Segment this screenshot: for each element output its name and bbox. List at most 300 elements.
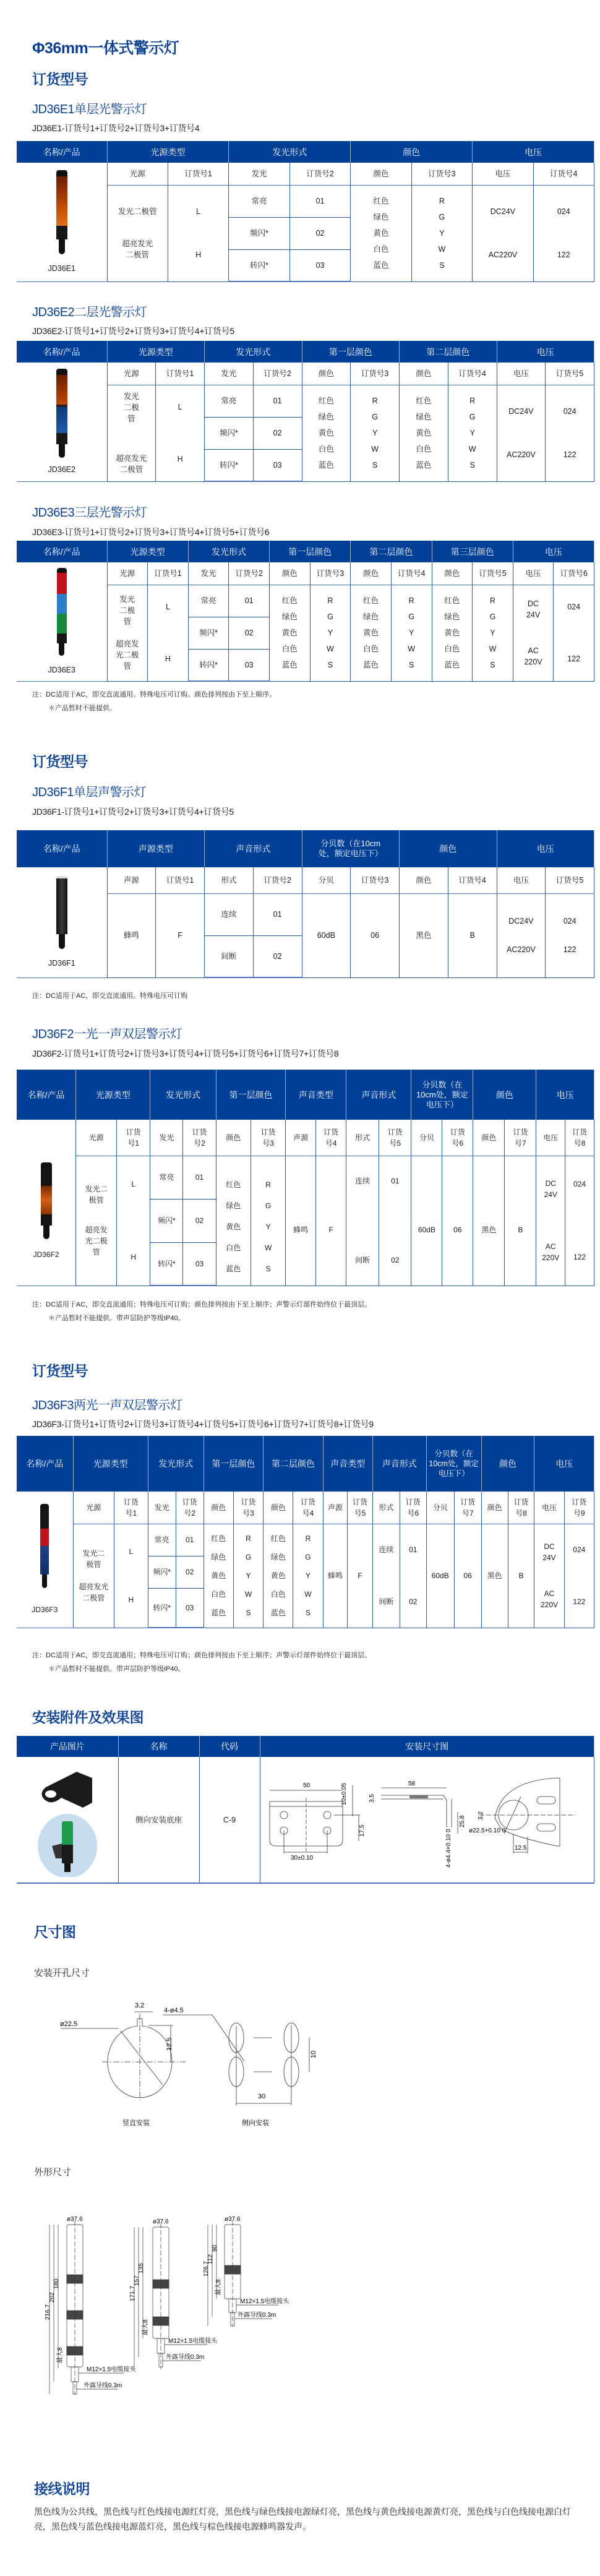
color-code-cell-layer2: R G Y W S	[293, 1524, 323, 1628]
svg-text:外露导线0.3m: 外露导线0.3m	[84, 2382, 122, 2389]
color-cell: 红色 绿色 黄色 白色 蓝色	[216, 1156, 251, 1286]
sub-header: 订货号6	[442, 1120, 473, 1156]
col-header: 声音类型	[286, 1070, 346, 1120]
accessory-title: 安装附件及效果图	[32, 1709, 144, 1725]
sub-header: 分贝	[302, 867, 351, 893]
light-code-cell: L H	[148, 585, 189, 681]
color-code-cell-layer2: R G Y W S	[391, 585, 432, 681]
col-header: 名称/产品	[17, 341, 107, 363]
sub-header: 订货号2	[183, 1120, 216, 1156]
sub-header: 分贝	[411, 1120, 442, 1156]
col-header: 光源类型	[76, 1070, 150, 1120]
svg-text:最大8: 最大8	[142, 2319, 149, 2335]
product-cell	[17, 867, 107, 977]
sub-header: 声源	[323, 1492, 348, 1524]
e3-title: JD36E3三层光警示灯	[32, 506, 147, 520]
svg-text:M12×1.5电缆接头: M12×1.5电缆接头	[240, 2298, 289, 2305]
sub-header: 光源	[73, 1492, 114, 1524]
col-header: 分贝数（在10cm处，额定电压下）	[302, 830, 400, 867]
sub-header: 订货号1	[114, 1492, 148, 1524]
col-header: 第二层颜色	[351, 541, 432, 562]
sub-header: 订货号5	[473, 562, 513, 585]
color-cell-layer2: 红色 绿色 黄色 白色 蓝色	[351, 585, 392, 681]
sub-header: 订货号2	[253, 363, 302, 385]
sound-mode-cell: 连续	[205, 893, 254, 935]
col-header: 发光形式	[150, 1070, 216, 1120]
col-header: 产品图片	[17, 1736, 118, 1757]
col-header: 第一层颜色	[270, 541, 351, 562]
sub-header: 发光	[148, 1492, 176, 1524]
sound-mode-cell: 连续 间断	[372, 1524, 400, 1628]
col-header: 发光形式	[229, 141, 351, 163]
sub-header: 声源	[107, 867, 156, 893]
sub-header: 颜色	[204, 1492, 233, 1524]
voltage-code-cell: 024 122	[565, 1156, 594, 1286]
col-header: 代码	[199, 1736, 260, 1757]
mode-code-cell: 02	[176, 1556, 204, 1588]
svg-text:157: 157	[134, 2275, 140, 2286]
svg-text:50: 50	[303, 1782, 311, 1789]
accessory-table	[17, 1736, 594, 1884]
note-f1: 注：DC适用于AC，即交直流通用。特殊电压可订购	[32, 992, 188, 1000]
sub-header: 订货号8	[565, 1120, 594, 1156]
col-header: 发光形式	[205, 341, 302, 363]
color-black-cell: 黑色	[481, 1524, 508, 1628]
color-code-cell-layer3: R G Y W S	[473, 585, 513, 681]
sub-header: 订货号4	[391, 562, 432, 585]
mode-code-cell: 03	[176, 1588, 204, 1628]
svg-text:30: 30	[258, 2093, 266, 2100]
sub-header: 订货号3	[251, 1120, 285, 1156]
sound-source-cell: 蜂鸣	[286, 1156, 316, 1286]
f3-order-formula: JD36F3-订货号1+订货号2+订货号3+订货号4+订货号5+订货号6+订货号7+订货号8+订货号9	[32, 1419, 374, 1429]
sub-header: 电压	[497, 867, 546, 893]
wiring-title: 接线说明	[34, 2481, 90, 2497]
col-header: 颜色	[351, 141, 473, 163]
outline-title: 外形尺寸	[34, 2167, 72, 2178]
col-header: 声音形式	[346, 1070, 411, 1120]
sub-header: 订货号2	[253, 867, 302, 893]
sub-header: 订货号4	[533, 163, 594, 185]
color-cell-layer3: 红色 绿色 黄色 白色 蓝色	[432, 585, 473, 681]
sub-header: 颜色	[432, 562, 473, 585]
col-header: 发光形式	[148, 1436, 204, 1492]
voltage-code-cell: 024 122	[546, 385, 594, 481]
sub-header: 光源	[107, 163, 168, 185]
svg-text:90: 90	[212, 2244, 218, 2252]
svg-text:M12×1.5电缆接头: M12×1.5电缆接头	[168, 2338, 218, 2345]
sub-header: 订货号4	[448, 867, 497, 893]
sub-header: 订货号5	[546, 363, 594, 385]
mode-code-cell: 02	[289, 217, 350, 249]
sub-header: 颜色	[351, 163, 411, 185]
voltage-cell: DC24V AC220V	[473, 185, 533, 281]
product-name: JD36F3	[32, 1605, 58, 1614]
color-code-cell-layer1: R G Y W S	[310, 585, 351, 681]
svg-text:126.7: 126.7	[203, 2260, 210, 2277]
svg-text:17.5: 17.5	[359, 1824, 366, 1837]
sub-header: 订货号8	[508, 1492, 534, 1524]
sub-header: 电压	[536, 1120, 565, 1156]
svg-text:216.7: 216.7	[45, 2304, 51, 2320]
color-code-cell-layer2: R G Y W S	[448, 385, 497, 481]
col-header: 名称/产品	[17, 830, 107, 867]
mode-cell: 转闪*	[188, 649, 229, 681]
note-f2: 注：DC适用于AC，即交直流通用；特殊电压可订购；颜色排列按由下至上顺序；声警示灯部件始终位于最顶层。 ＊产品暂时不能提供。带声层防护等级IP40。	[32, 1301, 372, 1322]
decibel-code-cell: 06	[442, 1156, 473, 1286]
col-header: 颜色	[481, 1436, 534, 1492]
sub-header: 颜色	[400, 363, 448, 385]
color-black-code-cell: B	[508, 1524, 534, 1628]
lamp-image	[56, 170, 67, 254]
sub-header: 颜色	[270, 562, 311, 585]
col-header: 电压	[536, 1070, 594, 1120]
col-header: 声音形式	[372, 1436, 426, 1492]
svg-text:外露导线0.3m: 外露导线0.3m	[166, 2354, 205, 2361]
dimensions-title: 尺寸图	[34, 1924, 76, 1940]
mode-code-cell: 01	[229, 585, 270, 617]
color-cell-layer1: 红色 绿色 黄色 白色 蓝色	[302, 385, 351, 481]
sub-header: 订货号9	[564, 1492, 594, 1524]
svg-text:12.5: 12.5	[166, 2037, 173, 2051]
light-source-cell: 发光二极管 超亮发光二极管	[76, 1156, 117, 1286]
col-header: 第二层颜色	[264, 1436, 323, 1492]
svg-text:3.5: 3.5	[369, 1794, 376, 1803]
lamp-image	[57, 568, 67, 656]
svg-text:侧向安装: 侧向安装	[242, 2119, 269, 2127]
svg-text:ø22.5+0.10 0: ø22.5+0.10 0	[469, 1827, 506, 1834]
sub-header: 形式	[346, 1120, 379, 1156]
svg-text:ø37.6: ø37.6	[67, 2216, 83, 2223]
col-header: 声音形式	[205, 830, 302, 867]
color-cell: 黑色	[400, 893, 448, 977]
voltage-cell: DC 24V AC 220V	[536, 1156, 565, 1286]
svg-text:最大8: 最大8	[57, 2347, 64, 2363]
decibel-cell: 60dB	[426, 1524, 454, 1628]
sound-mode-code-cell: 02	[253, 935, 302, 977]
svg-text:12.5: 12.5	[515, 1845, 527, 1852]
col-header: 声源类型	[107, 830, 205, 867]
product-name: JD36F2	[33, 1250, 59, 1259]
color-code-cell-layer1: R G Y W S	[351, 385, 400, 481]
e3-order-formula: JD36E3-订货号1+订货号2+订货号3+订货号4+订货号5+订货号6	[32, 527, 270, 537]
color-cell: 红色 绿色 黄色 白色 蓝色	[351, 185, 411, 281]
f2-spec-table	[17, 1070, 594, 1286]
mode-code-cell: 01	[253, 385, 302, 417]
product-name: JD36E2	[48, 465, 75, 474]
f3-title: JD36F3两光一声双层警示灯	[32, 1399, 182, 1412]
mode-cell: 频闪*	[150, 1199, 183, 1242]
col-header: 第二层颜色	[400, 341, 497, 363]
f2-title: JD36F2一光一声双层警示灯	[32, 1028, 182, 1041]
mode-cell: 频闪*	[205, 417, 254, 449]
sub-header: 订货号1	[168, 163, 228, 185]
sound-code-cell: F	[348, 1524, 373, 1628]
f1-order-formula: JD36F1-订货号1+订货号2+订货号3+订货号4+订货号5	[32, 807, 234, 817]
col-header: 分贝数（在10cm处，额定电压下）	[426, 1436, 481, 1492]
mode-cell: 常亮	[188, 585, 229, 617]
sub-header: 声源	[286, 1120, 316, 1156]
sub-header: 订货号7	[454, 1492, 481, 1524]
col-header: 第一层颜色	[302, 341, 400, 363]
sub-header: 颜色	[400, 867, 448, 893]
col-header: 光源类型	[107, 541, 188, 562]
sub-header: 订货号2	[176, 1492, 204, 1524]
sub-header: 发光	[150, 1120, 183, 1156]
svg-text:3.2: 3.2	[478, 1811, 485, 1820]
mode-cell: 常亮	[148, 1524, 176, 1556]
color-code-cell: R G Y W S	[411, 185, 472, 281]
sub-header: 订货号4	[448, 363, 497, 385]
cutout-title: 安装开孔尺寸	[34, 1968, 90, 1978]
svg-text:10: 10	[310, 2050, 317, 2058]
color-code-cell: R G Y W S	[251, 1156, 285, 1286]
col-header: 名称/产品	[17, 141, 107, 163]
sub-header: 颜色	[216, 1120, 251, 1156]
color-code-cell: B	[448, 893, 497, 977]
f1-title: JD36F1单层声警示灯	[32, 786, 147, 799]
svg-text:58: 58	[408, 1780, 416, 1787]
sub-header: 颜色	[264, 1492, 293, 1524]
lamp-image	[41, 1162, 52, 1239]
e2-order-formula: JD36E2-订货号1+订货号2+订货号3+订货号4+订货号5	[32, 326, 234, 336]
col-header: 电压	[497, 830, 594, 867]
sub-header: 订货号5	[546, 867, 594, 893]
e1-order-formula: JD36E1-订货号1+订货号2+订货号3+订货号4	[32, 123, 200, 133]
f3-spec-table	[17, 1436, 594, 1628]
voltage-cell: DC24V AC220V	[497, 385, 546, 481]
svg-text:180: 180	[53, 2278, 60, 2289]
svg-text:最大8: 最大8	[215, 2279, 222, 2295]
mode-cell: 常亮	[229, 185, 289, 217]
product-cell	[17, 1120, 76, 1286]
voltage-code-cell: 024 122	[564, 1524, 594, 1628]
sub-header: 订货号2	[229, 562, 270, 585]
mode-cell: 转闪*	[205, 449, 254, 481]
sound-code-cell: F	[156, 893, 205, 977]
sub-header: 形式	[372, 1492, 400, 1524]
sub-header: 形式	[205, 867, 254, 893]
light-code-cell: L H	[117, 1156, 150, 1286]
sound-source-cell: 蜂鸣	[323, 1524, 348, 1628]
svg-text:4-ø4.5: 4-ø4.5	[164, 2007, 184, 2014]
product-cell	[17, 562, 107, 681]
voltage-code-cell: 024 122	[533, 185, 594, 281]
col-header: 电压	[534, 1436, 594, 1492]
sub-header: 分贝	[426, 1492, 454, 1524]
mode-cell: 转闪*	[150, 1242, 183, 1286]
mode-cell: 频闪*	[148, 1556, 176, 1588]
accessory-code: C-9	[199, 1757, 260, 1883]
lamp-image	[56, 369, 67, 458]
product-name: JD36F1	[48, 958, 75, 968]
mode-cell: 常亮	[150, 1156, 183, 1199]
sound-source-cell: 蜂鸣	[107, 893, 156, 977]
mode-cell: 转闪*	[148, 1588, 176, 1628]
light-source-cell: 发光二极管 超亮发光二极管	[107, 185, 168, 281]
accessory-image-cell	[17, 1757, 118, 1883]
col-header: 名称/产品	[17, 1436, 73, 1492]
sound-mode-code-cell: 01 02	[379, 1156, 411, 1286]
light-source-cell: 发光二极管 超亮发光二极管	[73, 1524, 114, 1628]
mode-code-cell: 02	[229, 617, 270, 649]
col-header: 颜色	[473, 1070, 536, 1120]
section-heading-order-2: 订货型号	[32, 753, 88, 770]
sub-header: 订货号7	[505, 1120, 536, 1156]
accessory-dimension-drawing	[260, 1757, 594, 1883]
svg-text:25.8: 25.8	[459, 1815, 466, 1827]
sub-header: 光源	[76, 1120, 117, 1156]
sub-header: 电压	[534, 1492, 564, 1524]
voltage-code-cell: 024 122	[546, 893, 594, 977]
sub-header: 订货号3	[233, 1492, 263, 1524]
sub-header: 颜色	[481, 1492, 508, 1524]
color-black-code-cell: B	[505, 1156, 536, 1286]
sub-header: 发光	[229, 163, 289, 185]
svg-text:3.2: 3.2	[135, 2002, 145, 2009]
sub-header: 订货号1	[156, 867, 205, 893]
note-e-series: 注：DC适用于AC，即交直流通用。特殊电压可订购。颜色排列按由下至上顺序。 ＊产品暂时不能提供。	[32, 691, 276, 712]
accessory-name: 侧向安装底座	[118, 1757, 199, 1883]
svg-text:10±0.05: 10±0.05	[341, 1782, 348, 1805]
svg-text:202: 202	[49, 2292, 56, 2303]
outline-drawings	[37, 2215, 384, 2413]
light-code-cell: L H	[156, 385, 205, 481]
sound-code-cell: F	[316, 1156, 346, 1286]
wiring-description: 黑色线为公共线，黑色线与红色线接电源红灯亮，黑色线与绿色线接电源绿灯亮，黑色线与黄色线接电源黄灯亮，黑色线与白色线接电源白灯亮，黑色线与蓝色线接电源蓝灯亮，黑色线与棕色线接电源蜂鸣器发声。	[34, 2507, 571, 2531]
sub-header: 电压	[513, 562, 554, 585]
product-name: JD36E3	[48, 665, 75, 674]
svg-text:112: 112	[207, 2254, 214, 2264]
col-header: 名称	[118, 1736, 199, 1757]
svg-text:ø22.5: ø22.5	[60, 2020, 78, 2028]
col-header: 发光形式	[188, 541, 269, 562]
sub-header: 订货号4	[293, 1492, 323, 1524]
voltage-code-cell: 024 122	[554, 585, 594, 681]
svg-text:竖直安装: 竖直安装	[122, 2119, 150, 2127]
note-f3: 注：DC适用于AC，即交直流通用；特殊电压可订购；颜色排列按由下至上顺序；声警示灯部件始终位于最顶层。 ＊产品暂时不能提供。带声层防护等级IP40。	[32, 1652, 372, 1673]
page-title: Φ36mm一体式警示灯	[32, 40, 179, 57]
decibel-code-cell: 06	[351, 893, 400, 977]
decibel-cell: 60dB	[302, 893, 351, 977]
mode-cell: 转闪*	[229, 249, 289, 281]
sub-header: 订货号3	[310, 562, 351, 585]
light-code-cell: L H	[168, 185, 228, 281]
e2-title: JD36E2二层光警示灯	[32, 306, 147, 319]
color-code-cell-layer1: R G Y W S	[233, 1524, 263, 1628]
col-header: 名称/产品	[17, 1070, 76, 1120]
mode-code-cell: 01	[176, 1524, 204, 1556]
sub-header: 订货号2	[289, 163, 350, 185]
decibel-code-cell: 06	[454, 1524, 481, 1628]
mode-code-cell: 03	[183, 1242, 216, 1286]
color-cell-layer2: 红色 绿色 黄色 白色 蓝色	[264, 1524, 293, 1628]
svg-text:171.7: 171.7	[129, 2285, 136, 2301]
col-header: 第三层颜色	[432, 541, 513, 562]
section-heading-order-3: 订货型号	[32, 1363, 88, 1379]
product-cell	[17, 163, 107, 281]
col-header: 颜色	[400, 830, 497, 867]
col-header: 电压	[513, 541, 594, 562]
voltage-cell: DC 24V AC 220V	[534, 1524, 564, 1628]
sub-header: 光源	[107, 562, 148, 585]
svg-text:30±0.10: 30±0.10	[291, 1855, 314, 1861]
sub-header: 订货号1	[156, 363, 205, 385]
col-header: 名称/产品	[17, 541, 107, 562]
sub-header: 颜色	[351, 562, 392, 585]
color-cell-layer2: 红色 绿色 黄色 白色 蓝色	[400, 385, 448, 481]
col-header: 分贝数（在10cm处，额定电压下）	[411, 1070, 473, 1120]
product-name: JD36E1	[48, 264, 75, 273]
mode-code-cell: 03	[289, 249, 350, 281]
section-heading-order: 订货型号	[32, 71, 88, 87]
bracket-photo-icon	[33, 1759, 101, 1877]
mode-code-cell: 01	[289, 185, 350, 217]
e1-title: JD36E1单层光警示灯	[32, 103, 147, 116]
col-header: 第一层颜色	[216, 1070, 286, 1120]
svg-text:ø37.6: ø37.6	[225, 2216, 241, 2223]
col-header: 第一层颜色	[204, 1436, 263, 1492]
e1-spec-table	[17, 141, 594, 282]
sub-header: 颜色	[473, 1120, 505, 1156]
color-cell-layer1: 红色 绿色 黄色 白色 蓝色	[270, 585, 311, 681]
mode-cell: 频闪*	[188, 617, 229, 649]
mode-code-cell: 02	[183, 1199, 216, 1242]
decibel-cell: 60dB	[411, 1156, 442, 1286]
col-header: 声音类型	[323, 1436, 372, 1492]
cutout-drawing	[49, 2001, 520, 2131]
lamp-image	[56, 876, 67, 949]
sub-header: 订货号6	[554, 562, 594, 585]
col-header: 光源类型	[107, 141, 229, 163]
e3-spec-table	[17, 541, 594, 682]
e2-spec-table	[17, 341, 594, 482]
col-header: 电压	[473, 141, 594, 163]
mode-code-cell: 01	[183, 1156, 216, 1199]
sub-header: 订货号6	[400, 1492, 426, 1524]
mode-cell: 频闪*	[229, 217, 289, 249]
light-source-cell: 发光二极管 超亮发光二极管	[107, 585, 148, 681]
col-header: 安装尺寸图	[260, 1736, 594, 1757]
mode-code-cell: 02	[253, 417, 302, 449]
svg-text:ø37.6: ø37.6	[153, 2218, 169, 2225]
sound-mode-code-cell: 01	[253, 893, 302, 935]
col-header: 电压	[497, 341, 594, 363]
voltage-cell: DC 24V AC 220V	[513, 585, 554, 681]
lamp-image	[40, 1504, 49, 1588]
col-header: 光源类型	[73, 1436, 148, 1492]
svg-text:135: 135	[138, 2263, 145, 2273]
sub-header: 订货号1	[117, 1120, 150, 1156]
bracket-dimension-drawing	[266, 1759, 588, 1877]
sub-header: 订货号5	[348, 1492, 373, 1524]
sub-header: 订货号1	[148, 562, 189, 585]
svg-text:M12×1.5电缆接头: M12×1.5电缆接头	[87, 2366, 136, 2373]
mode-cell: 常亮	[205, 385, 254, 417]
sub-header: 电压	[473, 163, 533, 185]
sub-header: 光源	[107, 363, 156, 385]
color-cell-layer1: 红色 绿色 黄色 白色 蓝色	[204, 1524, 233, 1628]
product-cell	[17, 363, 107, 481]
svg-text:4-ø4.4+0.10 0: 4-ø4.4+0.10 0	[445, 1829, 453, 1868]
color-black-cell: 黑色	[473, 1156, 505, 1286]
sub-header: 订货号3	[351, 867, 400, 893]
col-header: 光源类型	[107, 341, 205, 363]
sub-header: 发光	[205, 363, 254, 385]
mode-code-cell: 03	[253, 449, 302, 481]
sub-header: 颜色	[302, 363, 351, 385]
sub-header: 订货号4	[316, 1120, 346, 1156]
